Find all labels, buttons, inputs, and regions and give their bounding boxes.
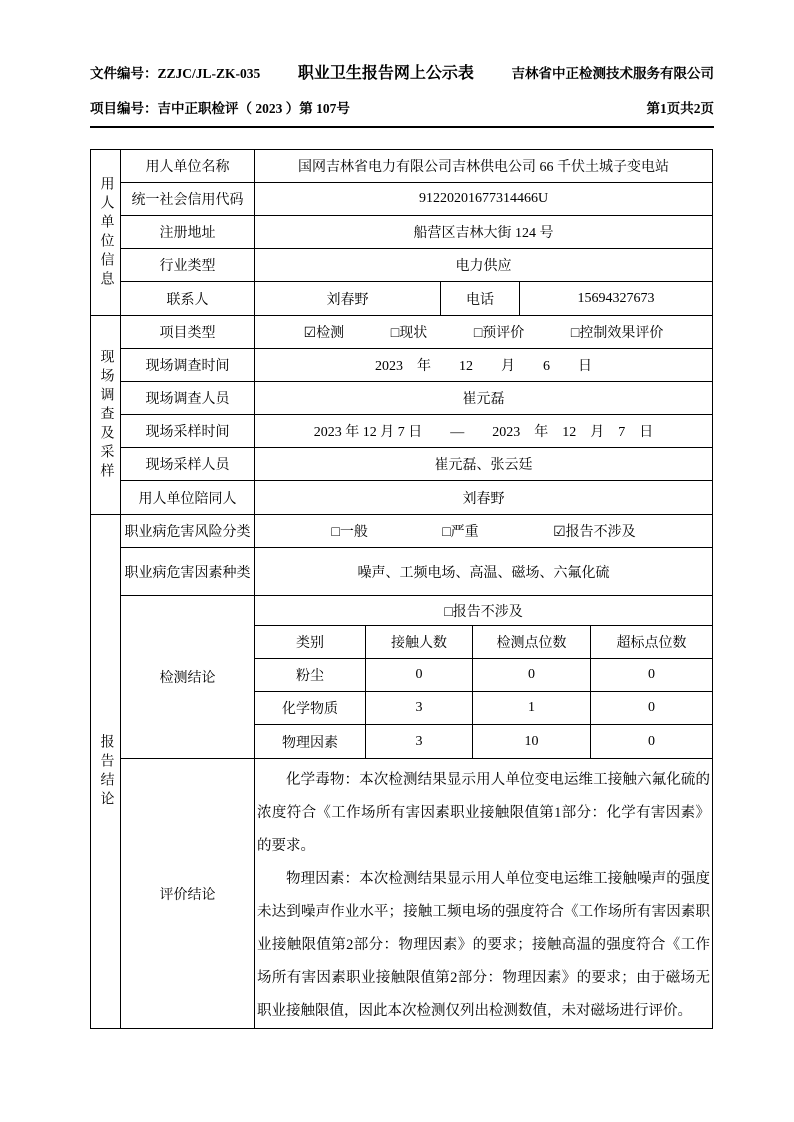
row-credit-code [121,183,712,216]
cell-category: 化学物质 [255,692,366,724]
row-label: 统一社会信用代码 [121,183,255,215]
row-label: 项目类型 [121,316,255,348]
row-value: 船营区吉林大街 124 号 [413,226,554,241]
row-label: 职业病危害风险分类 [121,515,255,547]
cell-exposed-count: 3 [366,725,473,758]
phone-label: 电话 [441,282,520,315]
row-detection-conclusion [121,596,712,759]
section-body-survey [121,316,712,514]
section-survey-sampling [91,316,712,515]
cell-category: 粉尘 [255,659,366,691]
row-hazard-factor-types [121,548,712,596]
cell-detection-points: 10 [473,725,591,758]
row-value: 91220201677314466U [418,191,549,206]
row-project-type [121,316,712,349]
checkbox-status-quo: □现状 [390,326,428,341]
column-header-detection-points: 检测点位数 [473,626,591,658]
row-employer-escort [121,481,712,514]
checkbox-pre-evaluation: □预评价 [473,326,525,341]
row-evaluation-conclusion [121,759,712,1028]
row-employer-name [121,150,712,183]
section-body-employer [121,150,712,315]
company-name: 吉林省中正检测技术服务有限公司 [511,66,714,81]
cell-detection-points: 1 [473,692,591,724]
project-number: 项目编号：吉中正职检评（ 2023 ）第 107号 [90,101,350,116]
row-value: 噪声、工频电场、高温、磁场、六氟化硫 [357,565,610,581]
row-value: 崔元磊 [462,392,505,407]
row-label: 行业类型 [121,249,255,281]
section-employer-info [91,150,712,316]
checkbox-report-not-involved: □报告不涉及 [255,596,712,626]
column-header-category: 类别 [255,626,366,658]
checkbox-not-involved: ☑报告不涉及 [553,525,636,540]
row-label: 现场调查人员 [121,382,255,414]
phone-number: 15694327673 [577,290,655,306]
row-value: 崔元磊、张云廷 [434,458,533,473]
section-label-employer [91,150,121,315]
cell-exposed-count: 0 [366,659,473,691]
column-header-exceeding-points: 超标点位数 [616,636,687,651]
checkbox-severe: □严重 [442,525,479,540]
cell-exceeding-points: 0 [648,733,655,749]
row-survey-date [121,349,712,382]
cell-exposed-count: 3 [366,692,473,724]
cell-category: 物理因素 [255,725,366,758]
cell-exceeding-points: 0 [648,700,655,715]
row-registered-address [121,216,712,249]
section-title: 用人单位信息 [98,175,114,290]
form-table [90,149,713,1029]
row-label: 现场调查时间 [121,349,255,381]
row-industry-type [121,249,712,282]
checkbox-detection: ☑检测 [303,326,345,341]
row-label: 用人单位名称 [121,150,255,182]
page-number: 第1页共2页 [646,101,714,116]
project-type-options [255,316,712,348]
risk-options [255,515,712,547]
page-title: 职业卫生报告网上公示表 [297,65,474,82]
row-sampling-date [121,415,712,448]
detection-table-header [255,626,712,659]
section-report-conclusion [91,515,712,1028]
row-label: 现场采样人员 [121,448,255,480]
section-label-conclusion [91,515,121,1028]
table-row-physical [255,725,712,758]
section-label-survey [91,316,121,514]
row-contact [121,282,712,315]
header-divider [90,126,714,128]
row-label: 评价结论 [121,759,255,1028]
document-header [90,60,714,117]
cell-exceeding-points: 0 [648,667,655,682]
row-value: 电力供应 [455,259,512,274]
table-row-dust [255,659,712,692]
cell-detection-points: 0 [473,659,591,691]
checkbox-control-effect-evaluation: □控制效果评价 [570,326,664,341]
evaluation-paragraph-chemical: 化学毒物：本次检测结果显示用人单位变电运维工接触六氟化硫的浓度符合《工作场所有害因素职业接触限值第1部分：化学有害因素》的要求。 [257,772,710,854]
header-line-1 [90,60,714,83]
row-value: 2023 年 12 月 6 日 [375,359,592,374]
row-survey-personnel [121,382,712,415]
evaluation-text [255,759,712,1028]
row-label: 联系人 [121,282,255,315]
row-value: 国网吉林省电力有限公司吉林供电公司 66 千伏土城子变电站 [298,160,669,175]
row-sampling-personnel [121,448,712,481]
row-label: 用人单位陪同人 [121,481,255,514]
row-label: 职业病危害因素种类 [121,548,255,595]
contact-name: 刘春野 [255,282,441,315]
detection-content [255,596,712,758]
header-line-2 [90,97,714,117]
row-label: 注册地址 [121,216,255,248]
table-row-chemical [255,692,712,725]
section-title: 现场调查及采样 [98,348,114,482]
row-value: 2023 年 12 月 7 日 — 2023 年 12 月 7 日 [313,425,654,440]
evaluation-paragraph-physical: 物理因素：本次检测结果显示用人单位变电运维工接触噪声的强度未达到噪声作业水平；接触工频电场的强度符合《工作场所有害因素职业接触限值第2部分：物理因素》的要求；接触高温的强度符合《工作场所有害因素职业接触限值第2部分：物理因素》的要求；由于磁场无职业接触限值，因此本次检测仅列出检测数值，未对磁场进行评价。 [257,871,710,1019]
row-value: 刘春野 [462,491,505,507]
row-hazard-risk-class [121,515,712,548]
column-header-exposed-count: 接触人数 [366,626,473,658]
row-label: 检测结论 [121,596,255,758]
section-body-conclusion [121,515,712,1028]
section-title: 报告结论 [98,733,114,810]
row-label: 现场采样时间 [121,415,255,447]
checkbox-general: □一般 [331,525,368,540]
file-number: 文件编号：ZZJC/JL-ZK-035 [90,66,261,81]
